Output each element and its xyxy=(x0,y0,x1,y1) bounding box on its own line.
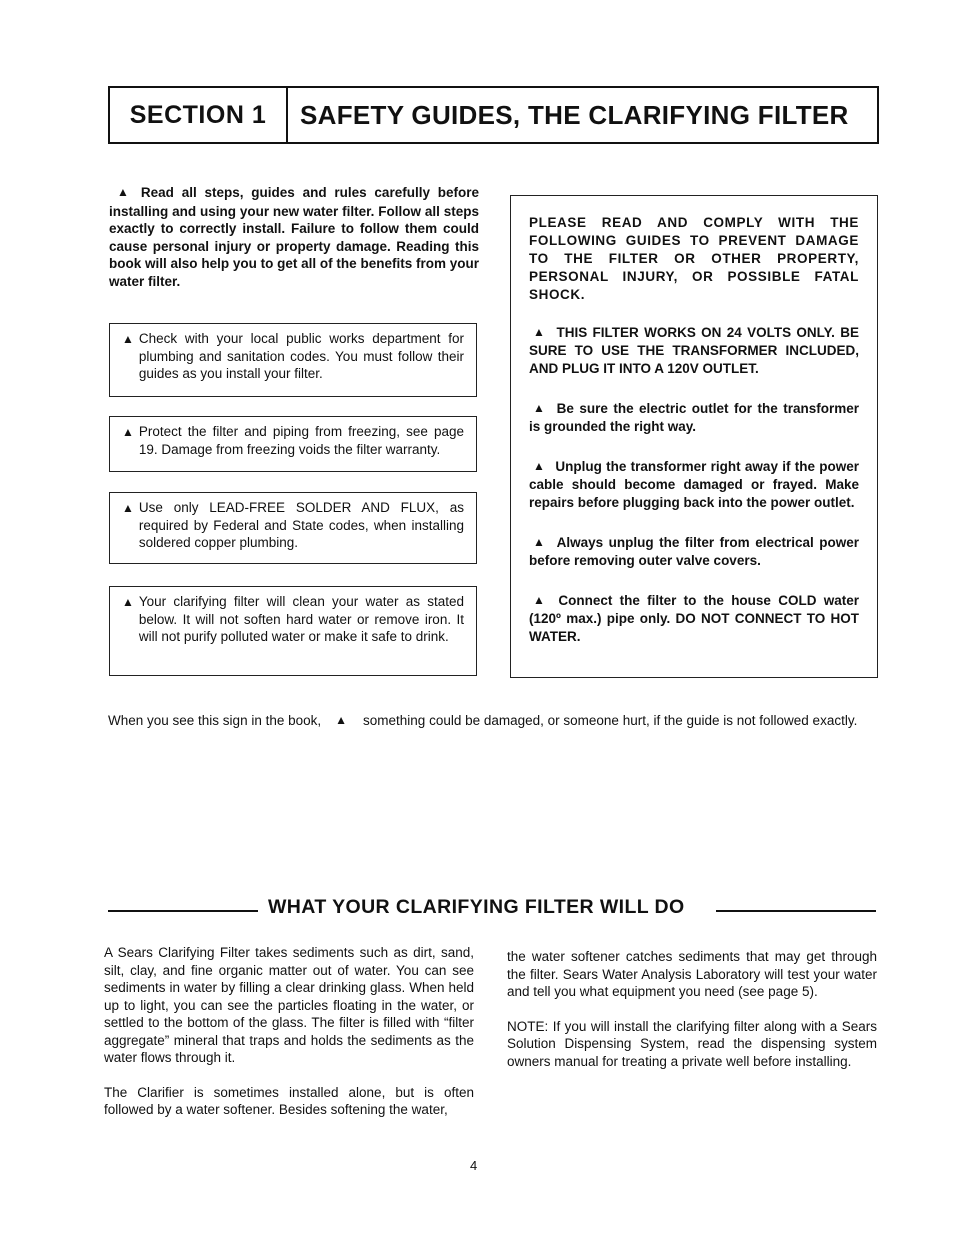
warning-triangle-icon: ▲ xyxy=(533,459,546,473)
title-rule-left xyxy=(108,910,258,912)
caution-box-codes xyxy=(109,323,477,397)
sign-explanation xyxy=(108,712,880,731)
intro-paragraph xyxy=(109,184,479,290)
warning-item xyxy=(529,324,859,378)
text-column-right xyxy=(507,948,877,1087)
warning-heading: PLEASE READ AND COMPLY WITH THE FOLLOWING GUIDES TO PREVENT DAMAGE TO THE FILTER OR OTHER PROPERTY, PERSONAL INJURY, OR POSSIBLE FATAL SHOCK. xyxy=(529,215,859,302)
paragraph: the water softener catches sediments that may get through the filter. Sears Water Analysis Laboratory will test your water and tell you what equipment you need (see page 5). xyxy=(507,949,877,999)
caution-box-solder xyxy=(109,492,477,564)
warning-triangle-icon: ▲ xyxy=(117,185,133,199)
paragraph: The Clarifier is sometimes installed alone, but is often followed by a water softener. Besides softening the water, xyxy=(104,1084,474,1117)
warning-triangle-icon: ▲ xyxy=(335,713,348,727)
section-title: SAFETY GUIDES, THE CLARIFYING FILTER xyxy=(300,99,849,130)
section-label: SECTION 1 xyxy=(110,88,288,142)
warning-item-text: Be sure the electric outlet for the transformer is grounded the right way. xyxy=(529,401,859,434)
sign-note-before: When you see this sign in the book, xyxy=(108,713,322,728)
warning-item xyxy=(529,592,859,646)
caution-box-limits xyxy=(109,586,477,676)
warning-item xyxy=(529,458,859,512)
caution-text: Your clarifying filter will clean your water as stated below. It will not soften hard water or remove iron. It will not purify polluted water or make it safe to drink. xyxy=(138,594,464,644)
title-rule-right xyxy=(716,910,876,912)
page-number: 4 xyxy=(470,1158,478,1173)
warning-triangle-icon: ▲ xyxy=(122,332,134,346)
warning-triangle-icon: ▲ xyxy=(533,535,547,549)
warning-triangle-icon: ▲ xyxy=(533,325,547,339)
warning-item-text: THIS FILTER WORKS ON 24 VOLTS ONLY. BE SURE TO USE THE TRANSFORMER INCLUDED, AND PLUG IT INTO A 120V OUTLET. xyxy=(529,325,859,376)
subsection-title: WHAT YOUR CLARIFYING FILTER WILL DO xyxy=(268,896,685,918)
text-column-left xyxy=(104,944,474,1136)
warning-item xyxy=(529,534,859,570)
warning-triangle-icon: ▲ xyxy=(533,593,549,607)
warning-item-text: Always unplug the filter from electrical power before removing outer valve covers. xyxy=(529,535,859,568)
sign-note-after: something could be damaged, or someone hurt, if the guide is not followed exactly. xyxy=(363,713,858,728)
warning-triangle-icon: ▲ xyxy=(122,595,134,609)
caution-text: Check with your local public works department for plumbing and sanitation codes. You must follow their guides as you install your filter. xyxy=(138,331,464,381)
warning-item xyxy=(529,400,859,436)
caution-text: Protect the filter and piping from freezing, see page 19. Damage from freezing voids the filter warranty. xyxy=(138,424,464,457)
section-header xyxy=(108,86,879,144)
warning-item-text: Connect the filter to the house COLD water (120º max.) pipe only. DO NOT CONNECT TO HOT WATER. xyxy=(529,593,859,644)
intro-text: Read all steps, guides and rules carefully before installing and using your new water filter. Follow all steps exactly to correctly install. Failure to follow them could cause personal injury or property damage. Reading this book will also help you to get all of the benefits from your water filter. xyxy=(109,185,479,289)
warning-triangle-icon: ▲ xyxy=(122,501,134,515)
warning-item-text: Unplug the transformer right away if the power cable should become damaged or frayed. Make repairs before plugging back into the power outlet. xyxy=(529,459,859,510)
paragraph: A Sears Clarifying Filter takes sediments such as dirt, sand, silt, clay, and fine organic matter out of water. You can see sediments in water by filling a clear drinking glass. When held up to light, you can see the particles floating in the water, or settled to the bottom of the glass. The filter is filled with “filter aggregate” mineral that traps and holds the sediments as the water flows through it. xyxy=(104,945,474,1065)
caution-box-freezing xyxy=(109,416,477,472)
warning-triangle-icon: ▲ xyxy=(533,401,547,415)
warning-triangle-icon: ▲ xyxy=(122,425,134,439)
warning-box-electrical xyxy=(510,195,878,678)
caution-text: Use only LEAD-FREE SOLDER AND FLUX, as required by Federal and State codes, when installing soldered copper plumbing. xyxy=(138,500,464,550)
paragraph: NOTE: If you will install the clarifying filter along with a Sears Solution Dispensing System, read the dispensing system owners manual for treating a private well before installing. xyxy=(507,1018,877,1069)
